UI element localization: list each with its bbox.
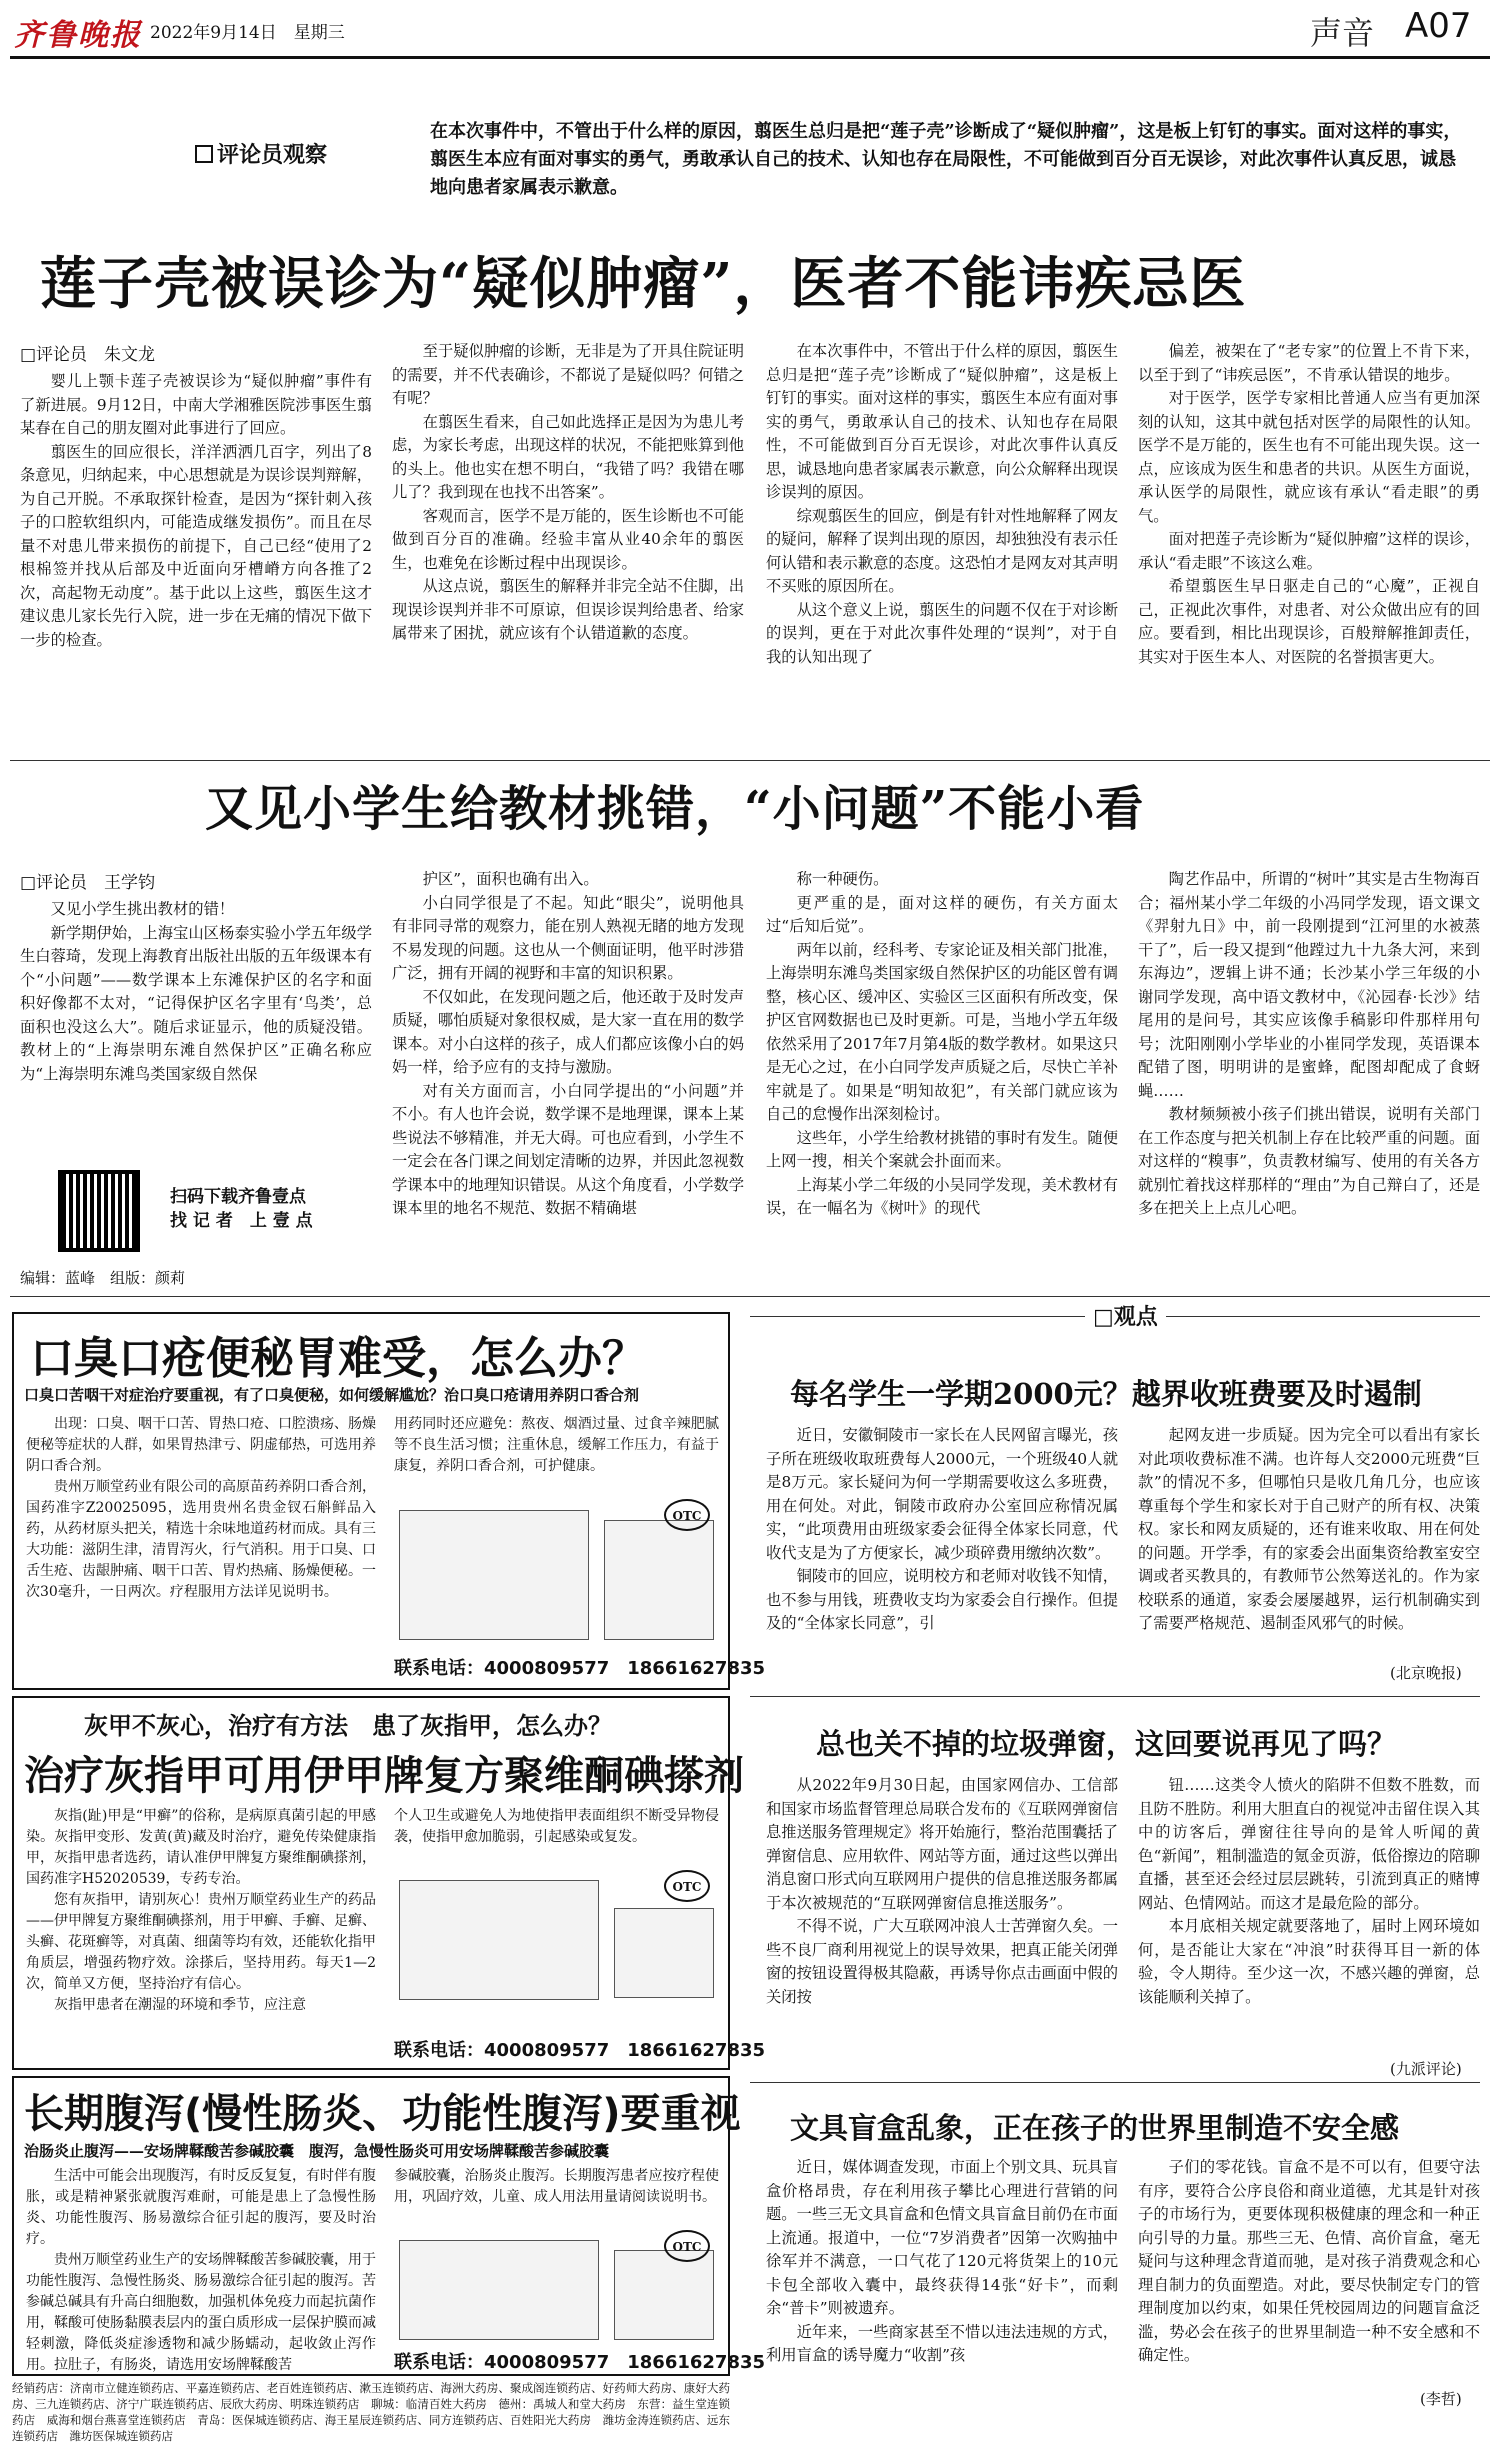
ad-phone: 联系电话：4000809577 18661627835 xyxy=(394,1658,766,1679)
qr-caption: 扫码下载齐鲁壹点 找 记 者 上 壹 点 xyxy=(170,1187,313,1231)
product-bottle-image xyxy=(614,2250,714,2340)
ad-halitosis xyxy=(12,1312,766,1690)
article2-byline: □评论员 王学钧 xyxy=(20,873,156,893)
viewpoint-1-col-1: 近日，安徽铜陵市一家长在人民网留言曝光，孩子所在班级收取班费每人2000元，一个班级40人就是8万元。家长疑问为何一学期需要收这么多班费，用在何处。对此，铜陵市政府办公室回应称情况属实，“此项费用由班级家委会征得全体家长同意，代收代支是为了方便家长，减少琐碎费用缴纳次数”。 铜陵市的回应，说明校方和老师对收钱不知情，也不参与用钱，班费收支均为家委会自行操作。但提及的“全体家长同意”，引 xyxy=(766,1426,1118,1632)
viewpoint-tag: □观点 xyxy=(1085,1300,1166,1331)
ad-body-2: 参碱胶囊，治肠炎止腹泻。长期腹泻患者应按疗程使用，巩固疗效，儿童、成人用法用量请阅读说明书。 xyxy=(394,2168,719,2205)
divider xyxy=(750,1696,1480,1697)
divider xyxy=(750,2082,1480,2083)
issue-date: 2022年9月14日 星期三 xyxy=(150,23,345,43)
otc-badge-icon: OTC xyxy=(664,2230,710,2262)
article2-col-3: 称一种硬伤。 更严重的是，面对这样的硬伤，有关方面太过“后知后觉”。 两年以前，经科考、专家论证及相关部门批准，上海崇明东滩鸟类国家级自然保护区的功能区曾有调整，核心区、缓冲区、实验区三区面积有所改变，保护区官网数据也已及时更新。可是，当地小学五年级依然采用了2017年7月第4版的数学教材。如果这只是无心之过，在小白同学发声质疑之后，尽快亡羊补牢就是了。如果是“明知故犯”，有关部门就应该为自己的怠慢作出深刻检讨。 这些年，小学生给教材挑错的事时有发生。随便上网一搜，相关个案就会扑面而来。 上海某小学二年级的小吴同学发现，美术教材有误，在一幅名为《树叶》的现代 xyxy=(766,870,1118,1217)
article2-col-2: 护区”，面积也确有出入。 小白同学很是了不起。知此“眼尖”，说明他具有非同寻常的观察力，能在别人熟视无睹的地方发现不易发现的问题。这也从一个侧面证明，他平时涉猎广泛，拥有开阔的视野和丰富的知识积累。 不仅如此，在发现问题之后，他还敢于及时发声质疑，哪怕质疑对象很权威，是大家一直在用的数学课本。对小白这样的孩子，成人们都应该像小白的妈妈一样，给予应有的支持与激励。 对有关方面而言，小白同学提出的“小问题”并不小。有人也许会说，数学课不是地理课，课本上某些说法不够精准，并无大碍。可也应看到，小学生不一定会在各门课之间划定清晰的边界，并因此忽视数学课本中的地理知识错误。从这个角度看，小学数学课本里的地名不规范、数据不精确堪 xyxy=(392,870,744,1217)
viewpoint-1-col-2: 起网友进一步质疑。因为完全可以看出有家长对此项收费标准不满。也许每人交2000元班费“巨款”的情况不多，但哪怕只是收几角几分，也应该尊重每个学生和家长对于自己财产的所有权、决策权。家长和网友质疑的，还有谁来收取、用在何处的问题。开学季，有的家委会出面集资给教室安空调或者买教具的，有教师节公然筹送礼的。作为家校联系的通道，家委会屡屡越界，运行机制确实到了需要严格规范、遏制歪风邪气的时候。 xyxy=(1138,1426,1480,1632)
product-bottle-image xyxy=(604,1520,714,1640)
viewpoint-3-col-1: 近日，媒体调查发现，市面上个别文具、玩具盲盒价格昂贵，存在利用孩子攀比心理进行营销的问题。一些三无文具盲盒和色情文具盲盒目前仍在市面上流通。报道中，一位“7岁消费者”因第一次购抽中徐军并不满意，一口气花了120元将货架上的10元卡包全部收入囊中，最终获得14张“好卡”，而剩余“普卡”则被遗弃。 近年来，一些商家甚至不惜以违法违规的方式，利用盲盒的诱导魔力“收割”孩 xyxy=(766,2158,1118,2364)
product-box-image xyxy=(399,2240,599,2340)
article1-col-1: 婴儿上颚卡莲子壳被误诊为“疑似肿瘤”事件有了新进展。9月12日，中南大学湘雅医院涉事医生翦某春在自己的朋友圈对此事进行了回应。 翦医生的回应很长，洋洋洒洒几百字，列出了8条意见，归纳起来，中心思想就是为误诊误判辩解，为自己开脱。不承取探针检查，是因为“探针刺入孩子的口腔软组织内，可能造成继发损伤”。而且在尽量不对患儿带来损伤的前提下，自己已经“使用了2根棉签并找从后部及中近面向牙槽嵴方向各推了2次，高起物无动度”。基于此以上这些，翦医生这才建议患儿家长先行入院，进一步在无痛的情况下做下一步的检查。 xyxy=(20,372,372,649)
divider xyxy=(10,1296,1490,1297)
viewpoint-2-col-2: 钮……这类令人愤火的陷阱不但数不胜数，而且防不胜防。利用大胆直白的视觉冲击留住误入其中的访客后，弹窗往往导向的是耸人听闻的黄色“新闻”，粗制滥造的氪金页游，低俗擦边的陪聊直播，甚至还会经过层层跳转，引流到真正的赌博网站、色情网站。而这才是最危险的部分。 本月底相关规定就要落地了，届时上网环境如何，是否能让大家在“冲浪”时获得耳目一新的体验，令人期待。至少这一次，不感兴趣的弹窗，总该能顺利关掉了。 xyxy=(1138,1776,1480,2006)
square-icon: □ xyxy=(1093,1304,1114,1330)
ad-body: 灰指(趾)甲是“甲癣”的俗称，是病原真菌引起的甲感染。灰指甲变形、发黄(黄)藏及时治疗，避免传染健康指甲，灰指甲患者选药，请认准伊甲牌复方聚维酮碘搽剂，国药准字H52020539，专药专治。 您有灰指甲，请别灰心！贵州万顺堂药业生产的药品——伊甲牌复方聚维酮碘搽剂，用于甲癣、手癣、足癣、头癣、花斑癣等，对真菌、细菌等均有效，还能软化指甲角质层，增强药物疗效。涂搽后，坚持用药。每天1—2次，简单又方便，坚持治疗有信心。 灰指甲患者在潮湿的环境和季节，应注意 xyxy=(26,1808,376,2013)
editor-credits: 编辑：蓝峰 组版：颜莉 xyxy=(20,1269,186,1287)
viewpoint-1-title: 每名学生一学期2000元？越界收班费要及时遏制 xyxy=(790,1377,1422,1411)
ad-subtitle: 治肠炎止腹泻——安场牌鞣酸苦参碱胶囊 腹泻，急慢性肠炎可用安场牌鞣酸苦参碱胶囊 xyxy=(24,2142,610,2160)
ad-phone: 联系电话：4000809577 18661627835 xyxy=(394,2352,766,2373)
article1-byline: □评论员 朱文龙 xyxy=(20,345,156,365)
viewpoint-2-title: 总也关不掉的垃圾弹窗，这回要说再见了吗？ xyxy=(816,1727,1397,1761)
ad-body-2: 用药同时还应避免：熬夜、烟酒过量、过食辛辣肥腻等不良生活习惯；注重休息，缓解工作压力，有益于康复，养阴口香合剂，可护健康。 xyxy=(394,1416,719,1474)
page-number: A07 xyxy=(1405,6,1472,46)
masthead-rule xyxy=(10,56,1490,59)
article1-col-2: 至于疑似肿瘤的诊断，无非是为了开具住院证明的需要，并不代表确诊，不都说了是疑似吗？何错之有呢？ 在翦医生看来，自己如此选择正是因为为患儿考虑，为家长考虑，出现这样的状况，不能把账算到他的头上。他也实在想不明白，“我错了吗？我错在哪儿了？我到现在也找不出答案”。 客观而言，医学不是万能的，医生诊断也不可能做到百分百的准确。经验丰富从业40余年的翦医生，也难免在诊断过程中出现误诊。 从这点说，翦医生的解释并非完全站不住脚，出现误诊误判并非不可原谅，但误诊误判给患者、给家属带来了困扰，就应该有个认错道歉的态度。 xyxy=(392,342,744,642)
article1-lead: 在本次事件中，不管出于什么样的原因，翦医生总归是把“莲子壳”诊断成了“疑似肿瘤”，这是板上钉钉的事实。面对这样的事实，翦医生本应有面对事实的勇气，勇敢承认自己的技术、认知也存在局限性，不可能做到百分百无误诊，对此次事件认真反思，诚恳地向患者家属表示歉意。 xyxy=(430,121,1462,198)
ad-title: 长期腹泻(慢性肠炎、功能性腹泻)要重视 xyxy=(24,2091,741,2137)
ad-title: 口臭口疮便秘胃难受，怎么办？ xyxy=(30,1333,646,1384)
article2-col-1: 又见小学生挑出教材的错！ 新学期伊始，上海宝山区杨泰实验小学五年级学生白蓉琦，发现上海教育出版社出版的五年级课本有个“小问题”——数学课本上东滩保护区的名字和面积好像都不太对，“记得保护区名字里有‘鸟类’，总面积也没这么大”。随后求证显示，他的质疑没错。教材上的“上海崇明东滩自然保护区”正确名称应为“上海崇明东滩鸟类国家级自然保 xyxy=(20,900,372,1083)
viewpoint-3-title: 文具盲盒乱象，正在孩子的世界里制造不安全感 xyxy=(790,2111,1400,2145)
otc-badge-icon: OTC xyxy=(664,1870,710,1902)
otc-badge-icon: OTC xyxy=(664,1499,710,1531)
store-list: 经销药店：济南市立健连锁药店、平嘉连锁药店、老百姓连锁药店、漱玉连锁药店、海洲大药房、聚成阁连锁药店、好药师大药房、康好大药房、三九连锁药店、济宁广联连锁药店、辰欣大药房、明珠连锁药店 聊城：临清百姓大药房 德州：禹城人和堂大药房 东营：益生堂连锁药店 威海和烟台燕喜堂连锁药店 青岛：医保城连锁药店、海王星辰连锁药店、同方连锁药店、百姓阳光大药房 潍坊金涛连锁药店、远东连锁药店 潍坊医保城连锁药店 xyxy=(12,2381,730,2443)
ad-pretitle: 灰甲不灰心，治疗有方法 患了灰指甲，怎么办？ xyxy=(84,1711,612,1740)
section-name: 声音 xyxy=(1310,14,1375,52)
product-box-image xyxy=(399,1510,589,1640)
newspaper-logo: 齐鲁晚报 xyxy=(14,18,142,53)
ad-onychomycosis xyxy=(12,1696,766,2070)
ad-title: 治疗灰指甲可用伊甲牌复方聚维酮碘搽剂 xyxy=(24,1753,744,1799)
product-bottle-image xyxy=(614,1908,714,1998)
ad-body: 出现：口臭、咽干口苦、胃热口疮、口腔溃疡、肠燥便秘等症状的人群，如果胃热津亏、阴虚郁热，可选用养阴口香合剂。 贵州万顺堂药业有限公司的高原苗药养阴口香合剂，国药准字Z20025095，选用贵州名贵金钗石斛鲜品入药，从药材原头把关，精选十余味地道药材而成。具有三大功能：滋阴生津，清胃泻火，行气消积。用于口臭、口舌生疮、齿龈肿痛、咽干口苦、胃灼热痛、肠燥便秘。一次30毫升，一日两次。疗程服用方法详见说明书。 xyxy=(26,1416,376,1600)
viewpoint-1-credit: (北京晚报) xyxy=(1390,1664,1462,1682)
article2-title: 又见小学生给教材挑错，“小问题”不能小看 xyxy=(205,781,1145,837)
article1-col-3: 在本次事件中，不管出于什么样的原因，翦医生总归是把“莲子壳”诊断成了“疑似肿瘤”，这是板上钉钉的事实。面对这样的事实，翦医生本应有面对事实的勇气，勇敢承认自己的技术、认知也存在局限性，不可能做到百分百无误诊，对此次事件认真反思，诚恳地向患者家属表示歉意，向公众解释出现误诊误判的原因。 综观翦医生的回应，倒是有针对性地解释了网友的疑问，解释了误判出现的原因，却独独没有表示任何认错和表示歉意的态度。这恐怕才是网友对其声明不买账的原因所在。 从这个意义上说，翦医生的问题不仅在于对诊断的误判，更在于对此次事件处理的“误判”，对于自我的认知出现了 xyxy=(766,342,1118,666)
article1-title: 莲子壳被误诊为“疑似肿瘤”，医者不能讳疾忌医 xyxy=(40,251,1247,317)
qr-code-icon[interactable] xyxy=(58,1170,140,1252)
viewpoint-3-credit: (李哲) xyxy=(1420,2390,1462,2408)
ad-body: 生活中可能会出现腹泻，有时反反复复，有时伴有腹胀，或是精神紧张就腹泻难耐，可能是患上了急慢性肠炎、功能性腹泻、肠易激综合征引起的腹泻，要及时治疗。 贵州万顺堂药业生产的安场牌鞣酸苦参碱胶囊，用于功能性腹泻、急慢性肠炎、肠易激综合征引起的腹泻。苦参碱总碱具有升高白细胞数，加强机体免疫力而起抗菌作用，鞣酸可使肠黏膜表层内的蛋白质形成一层保护膜而减轻刺激，降低炎症渗透物和减少肠蠕动，起收敛止泻作用。拉肚子，有肠炎，请选用安场牌鞣酸苦 xyxy=(26,2168,376,2373)
divider xyxy=(10,760,1490,761)
column-tag: 评论员观察 xyxy=(195,138,327,169)
ad-diarrhea xyxy=(12,2076,766,2376)
viewpoint-3-col-2: 子们的零花钱。盲盒不是不可以有，但要守法有序，要符合公序良俗和商业道德，尤其是针对孩子的市场行为，更要体现积极健康的理念和一种正向引导的力量。那些三无、色情、高价盲盒，毫无疑问与这种理念背道而驰，是对孩子消费观念和心理自制力的负面塑造。对此，要尽快制定专门的管理制度加以约束，如果任凭校园周边的问题盲盒泛滥，势必会在孩子的世界里制造一种不安全感和不确定性。 xyxy=(1138,2158,1480,2364)
product-box-image xyxy=(399,1880,599,2000)
viewpoint-2-col-1: 从2022年9月30日起，由国家网信办、工信部和国家市场监督管理总局联合发布的《互联网弹窗信息推送服务管理规定》将开始施行，整治范围囊括了弹窗信息、应用软件、网站等方面，通过这些以弹出消息窗口形式向互联网用户提供的信息推送服务都属于本次被规范的“互联网弹窗信息推送服务”。 不得不说，广大互联网冲浪人士苦弹窗久矣。一些不良厂商利用视觉上的误导效果，把真正能关闭弹窗的按钮设置得极其隐蔽，再诱导你点击画面中假的关闭按 xyxy=(766,1776,1118,2006)
ad-phone: 联系电话：4000809577 18661627835 xyxy=(394,2040,766,2061)
ad-body-2: 个人卫生或避免人为地使指甲表面组织不断受异物侵袭，使指甲愈加脆弱，引起感染或复发。 xyxy=(394,1808,719,1845)
ad-subtitle: 口臭口苦咽干对症治疗要重视，有了口臭便秘，如何缓解尴尬？治口臭口疮请用养阴口香合剂 xyxy=(24,1386,640,1404)
viewpoint-2-credit: (九派评论) xyxy=(1390,2060,1462,2078)
article1-col-4: 偏差，被架在了“老专家”的位置上不肯下来，以至于到了“讳疾忌医”，不肯承认错误的地步。 对于医学，医学专家相比普通人应当有更加深刻的认知，这其中就包括对医学的局限性的认知。医学不是万能的，医生也有不可能出现失误。这一点，应该成为医生和患者的共识。从医生方面说，承认医学的局限性，就应该有承认“看走眼”的勇气。 面对把莲子壳诊断为“疑似肿瘤”这样的误诊，承认“看走眼”不该这么难。 希望翦医生早日驱走自己的“心魔”，正视自己，正视此次事件，对患者、对公众做出应有的回应。要看到，相比出现误诊，百般辩解推卸责任，其实对于医生本人、对医院的名誉损害更大。 xyxy=(1138,342,1480,666)
article2-col-4: 陶艺作品中，所谓的“树叶”其实是古生物海百合；福州某小学二年级的小冯同学发现，语文课文《羿射九日》中，前一段刚提到“江河里的水被蒸干了”，后一段又提到“他蹚过九十九条大河，来到东海边”，逻辑上讲不通；长沙某小学三年级的小谢同学发现，高中语文教材中，《沁园春·长沙》结尾用的是问号，其实应该像手稿影印件那样用句号；沈阳刚刚小学毕业的小崔同学发现，英语课本配错了图，明明讲的是蜜蜂，配图却配成了食蚜蝇…… 教材频频被小孩子们挑出错误，说明有关部门在工作态度与把关机制上存在比较严重的问题。面对这样的“糗事”，负责教材编写、使用的有关各方就别忙着找这样那样的“理由”为自己辩白了，还是多在把关上上点儿心吧。 xyxy=(1138,870,1480,1217)
